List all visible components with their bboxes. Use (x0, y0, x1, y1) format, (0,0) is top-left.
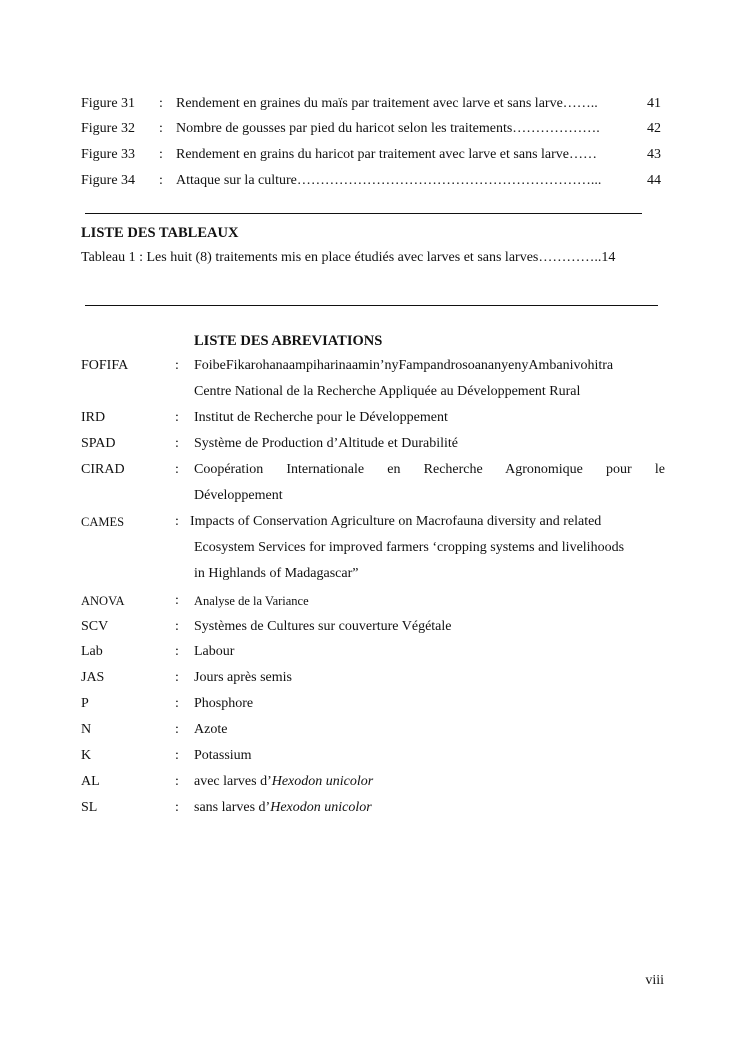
abbreviations-section-title: LISTE DES ABREVIATIONS (194, 333, 383, 349)
figure-title: Nombre de gousses par pied du haricot selon les traitements………………. (176, 121, 600, 136)
definition-line: Système de Production d’Altitude et Durabilité (194, 436, 459, 451)
abbreviation-code: SCV (81, 619, 109, 634)
figure-page-number: 41 (647, 96, 661, 111)
figure-label: Figure 31 (81, 96, 136, 111)
abbreviation-colon: : (175, 514, 179, 529)
abbreviation-definition (194, 639, 665, 665)
abbreviation-colon: : (175, 462, 179, 477)
abbreviation-colon: : (175, 800, 179, 815)
definition-line: Centre National de la Recherche Appliquée au Développement Rural (194, 384, 581, 399)
figure-page-number: 43 (647, 147, 661, 162)
abbreviation-definition (194, 431, 665, 457)
section-divider (85, 213, 642, 214)
tables-section-title: LISTE DES TABLEAUX (81, 225, 239, 241)
abbreviation-definition (194, 457, 665, 509)
figure-label: Figure 34 (81, 173, 136, 188)
abbreviation-colon: : (175, 436, 179, 451)
figure-title: Rendement en graines du maïs par traitement avec larve et sans larve…….. (176, 96, 598, 111)
definition-line: FoibeFikarohanaampiharinaamin’nyFampandrosoananyenyAmbanivohitra (194, 358, 614, 373)
abbreviation-colon: : (175, 670, 179, 685)
abbreviation-definition (194, 743, 665, 769)
abbreviation-colon: : (175, 358, 179, 373)
abbreviation-definition (194, 665, 665, 691)
abbreviation-colon: : (175, 748, 179, 763)
figure-label: Figure 32 (81, 121, 136, 136)
abbreviation-code: K (81, 748, 92, 763)
definition-line (194, 769, 665, 795)
abbreviation-colon: : (175, 722, 179, 737)
figure-page-number: 42 (647, 121, 661, 136)
abbreviation-definition (194, 691, 665, 717)
abbreviation-code: P (81, 696, 89, 711)
abbreviation-colon: : (175, 619, 179, 634)
abbreviation-code: CAMES (81, 515, 125, 529)
section-divider (85, 305, 658, 306)
abbreviation-code: CIRAD (81, 462, 125, 477)
abbreviation-definition (194, 769, 665, 795)
abbreviation-definition (194, 795, 665, 821)
abbreviation-code: FOFIFA (81, 358, 129, 373)
abbreviation-definition (194, 717, 665, 743)
abbreviation-code: IRD (81, 410, 106, 425)
definition-line: Phosphore (194, 696, 254, 711)
abbreviation-definition (194, 353, 665, 405)
abbreviation-code: JAS (81, 670, 105, 685)
figure-entry (81, 145, 661, 165)
abbreviation-code: AL (81, 774, 100, 789)
definition-line: Systèmes de Cultures sur couverture Végétale (194, 619, 452, 634)
abbreviation-definition (194, 614, 665, 640)
definition-prefix: avec larves d’ (194, 774, 272, 789)
abbreviation-colon: : (175, 593, 179, 608)
definition-line (194, 795, 665, 821)
definition-line: Jours après semis (194, 670, 292, 685)
figure-colon: : (159, 96, 163, 111)
abbreviation-definition (194, 588, 665, 614)
figure-title: Attaque sur la culture………………………………………………………... (176, 173, 602, 188)
table-entry: Tableau 1 : Les huit (8) traitements mis en place étudiés avec larves et sans larves…………..14 (81, 250, 616, 265)
definition-line: in Highlands of Madagascar” (194, 566, 359, 581)
definition-line: Analyse de la Variance (194, 594, 309, 608)
definition-line: Potassium (194, 748, 252, 763)
species-name: Hexodon unicolor (271, 774, 374, 789)
figure-entry (81, 171, 661, 191)
figure-entry (81, 119, 661, 139)
species-name: Hexodon unicolor (270, 800, 372, 815)
abbreviation-colon: : (175, 774, 179, 789)
figure-colon: : (159, 173, 163, 188)
figure-label: Figure 33 (81, 147, 136, 162)
abbreviation-code: N (81, 722, 92, 737)
definition-line: Azote (194, 722, 228, 737)
definition-line: Ecosystem Services for improved farmers ‘cropping systems and livelihoods (194, 540, 625, 555)
definition-line: Impacts of Conservation Agriculture on Macrofauna diversity and related (190, 514, 602, 529)
abbreviation-colon: : (175, 410, 179, 425)
abbreviation-code: SL (81, 800, 98, 815)
abbreviation-code: Lab (81, 644, 103, 659)
figure-page-number: 44 (647, 173, 661, 188)
abbreviation-definition (190, 509, 665, 587)
figure-colon: : (159, 121, 163, 136)
page-number: viii (645, 973, 664, 988)
figure-entry (81, 94, 661, 114)
definition-line: Labour (194, 644, 235, 659)
figure-title: Rendement en grains du haricot par traitement avec larve et sans larve…… (176, 147, 597, 162)
abbreviation-colon: : (175, 696, 179, 711)
abbreviation-code: SPAD (81, 436, 116, 451)
abbreviation-code: ANOVA (81, 594, 125, 608)
abbreviation-definition (194, 405, 665, 431)
abbreviation-colon: : (175, 644, 179, 659)
definition-line: Coopération Internationale en Recherche Agronomique pour le (194, 462, 665, 477)
definition-prefix: sans larves d’ (194, 800, 271, 815)
definition-line: Développement (194, 488, 283, 503)
figure-colon: : (159, 147, 163, 162)
definition-line: Institut de Recherche pour le Développement (194, 410, 448, 425)
